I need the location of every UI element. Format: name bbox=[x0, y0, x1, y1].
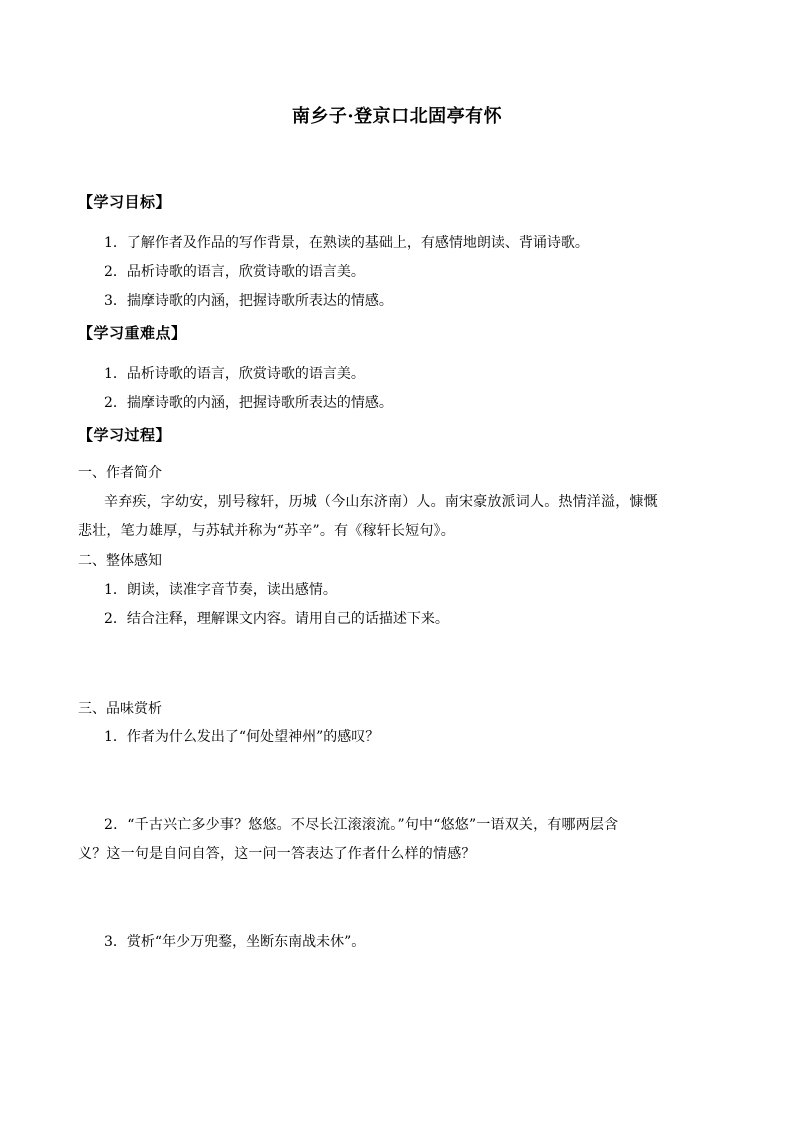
key-point-item-1: 1．品析诗歌的语言，欣赏诗歌的语言美。 bbox=[104, 366, 365, 382]
section-heading-objectives: 【学习目标】 bbox=[78, 193, 172, 211]
question-1: 1．作者为什么发出了“何处望神州”的感叹？ bbox=[104, 729, 380, 745]
overall-item-2: 2．结合注释，理解课文内容。请用自己的话描述下来。 bbox=[104, 611, 449, 627]
section-heading-key-points: 【学习重难点】 bbox=[78, 324, 187, 342]
objective-item-3: 3．揣摩诗歌的内涵，把握诗歌所表达的情感。 bbox=[104, 293, 393, 309]
question-3: 3．赏析“年少万兜鍪，坐断东南战未休”。 bbox=[104, 934, 366, 950]
key-point-item-2: 2．揣摩诗歌的内涵，把握诗歌所表达的情感。 bbox=[104, 395, 393, 411]
question-2-line-2: 义？这一句是自问自答，这一问一答表达了作者什么样的情感？ bbox=[78, 846, 476, 862]
author-intro-line-1: 辛弃疾，字幼安，别号稼轩，历城（今山东济南）人。南宋豪放派词人。热情洋溢，慷慨 bbox=[104, 494, 658, 510]
question-2-line-1: 2．“千古兴亡多少事？悠悠。不尽长江滚滚流。”句中“悠悠”一语双关，有哪两层含 bbox=[104, 817, 619, 833]
objective-item-1: 1．了解作者及作品的写作背景，在熟读的基础上，有感情地朗读、背诵诗歌。 bbox=[104, 235, 589, 251]
author-intro-line-2: 悲壮，笔力雄厚，与苏轼并称为“苏辛”。有《稼轩长短句》。 bbox=[78, 523, 455, 539]
subheading-author-intro: 一、作者简介 bbox=[78, 465, 162, 481]
section-heading-process: 【学习过程】 bbox=[78, 426, 172, 444]
document-title: 南乡子·登京口北固亭有怀 bbox=[291, 106, 503, 127]
subheading-overall: 二、整体感知 bbox=[78, 553, 162, 569]
objective-item-2: 2．品析诗歌的语言，欣赏诗歌的语言美。 bbox=[104, 264, 365, 280]
overall-item-1: 1．朗读，读准字音节奏，读出感情。 bbox=[104, 582, 337, 598]
subheading-appreciation: 三、品味赏析 bbox=[78, 701, 162, 717]
